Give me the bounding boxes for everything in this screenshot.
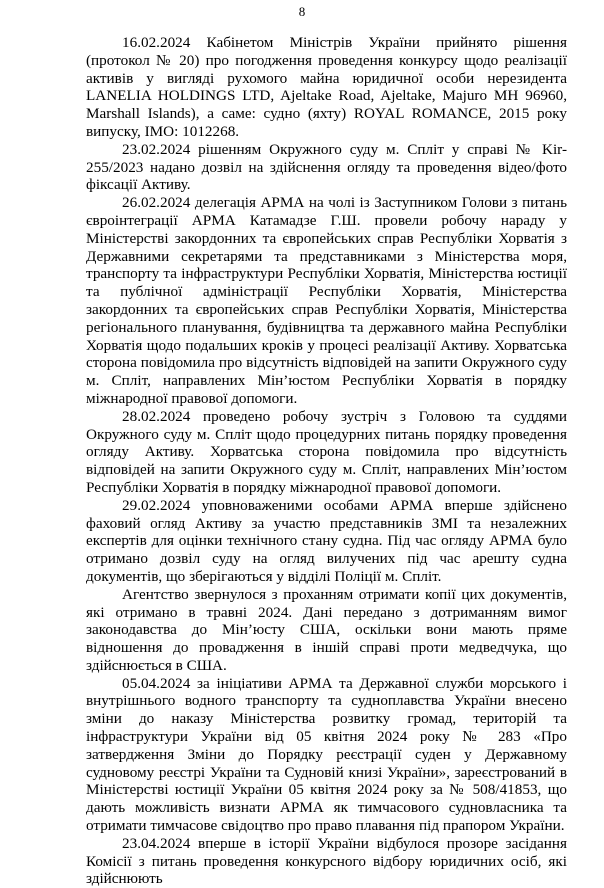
paragraph-order-amendments: 05.04.2024 за ініціативи АРМА та Державної служби морського і внутрішнього водного транспорту та судноплавства України внесено зміни до наказу Міністерства розвитку громад, територій та інфраструктури України від 05 квітня 2024 року № 283 «Про затвердження Зміни до Порядку реєстрації суден у Державному судновому реєстрі України та Судновій книзі України», зареєстрований в Міністерстві юстиції України 05 квітня 2024 року за № 508/41853, що дають можливість визнати АРМА як тимчасового судновласника та отримати тимчасове свідоцтво про право плавання під прапором України.	[86, 674, 567, 835]
page-number: 8	[298, 4, 306, 19]
paragraph-asset-inspection: 29.02.2024 уповноваженими особами АРМА вперше здійснено фаховий огляд Активу за участю представників ЗМІ та незалежних експертів для оцінки технічного стану судна. Під час огляду АРМА було отримано дозвіл суду на огляд вилучених під час арешту судна документів, що зберігаються у відділі Поліції м. Спліт.	[86, 496, 567, 585]
document-body	[86, 34, 567, 888]
paragraph-document-copies: Агентство звернулося з проханням отримати копії цих документів, які отримано в травні 2024. Дані передано з дотриманням вимог законодавства до Мін’юсту США, оскільки вони мають пряме відношення до провадження в іншій справі проти медведчука, що здійснюється в США.	[86, 585, 567, 674]
paragraph-split-court-permission: 23.02.2024 рішенням Окружного суду м. Спліт у справі № Kir-255/2023 надано дозвіл на здійснення огляду та проведення відео/фото фіксації Активу.	[86, 140, 567, 194]
paragraph-cabinet-decision: 16.02.2024 Кабінетом Міністрів України прийнято рішення (протокол № 20) про погодження проведення конкурсу щодо реалізації активів у вигляді рухомого майна юридичної особи нерезидента LANELIA HOLDINGS LTD, Ajeltake Road, Ajeltake, Majuro MH 96960, Marshall Islands), а саме: судно (яхту) ROYAL ROMANCE, 2015 року випуску, IMO: 1012268.	[86, 34, 567, 140]
paragraph-commission-meeting: 23.04.2024 вперше в історії України відбулося прозоре засідання Комісії з питань проведення конкурсного відбору юридичних осіб, які здійснюють	[86, 834, 567, 888]
paragraph-arma-delegation-meeting: 26.02.2024 делегація АРМА на чолі із Заступником Голови з питань євроінтеграції АРМА Катамадзе Г.Ш. провели робочу нараду у Міністерстві закордонних та європейських справ Республіки Хорватія з Державними секретарями та представниками з Міністерства моря, транспорту та інфраструктури Республіки Хорватія, Міністерства юстиції та публічної адміністрації Республіки Хорватія, Міністерства закордонних та європейських справ Республіки Хорватія, Міністерства регіонального планування, будівництва та державного майна Республіки Хорватія щодо подальших кроків у процесі реалізації Активу. Хорватська сторона повідомила про відсутність відповідей на запити Окружного суду м. Спліт, направлених Мін’юстом Республіки Хорватія в порядку міжнародної правової допомоги.	[86, 194, 567, 407]
paragraph-court-meeting: 28.02.2024 проведено робочу зустріч з Головою та суддями Окружного суду м. Спліт щодо процедурних питань порядку проведення огляду Активу. Хорватська сторона повідомила про відсутність відповідей на запити Окружного суду м. Спліт, направлених Мін’юстом Республіки Хорватія в порядку міжнародної правової допомоги.	[86, 407, 567, 496]
